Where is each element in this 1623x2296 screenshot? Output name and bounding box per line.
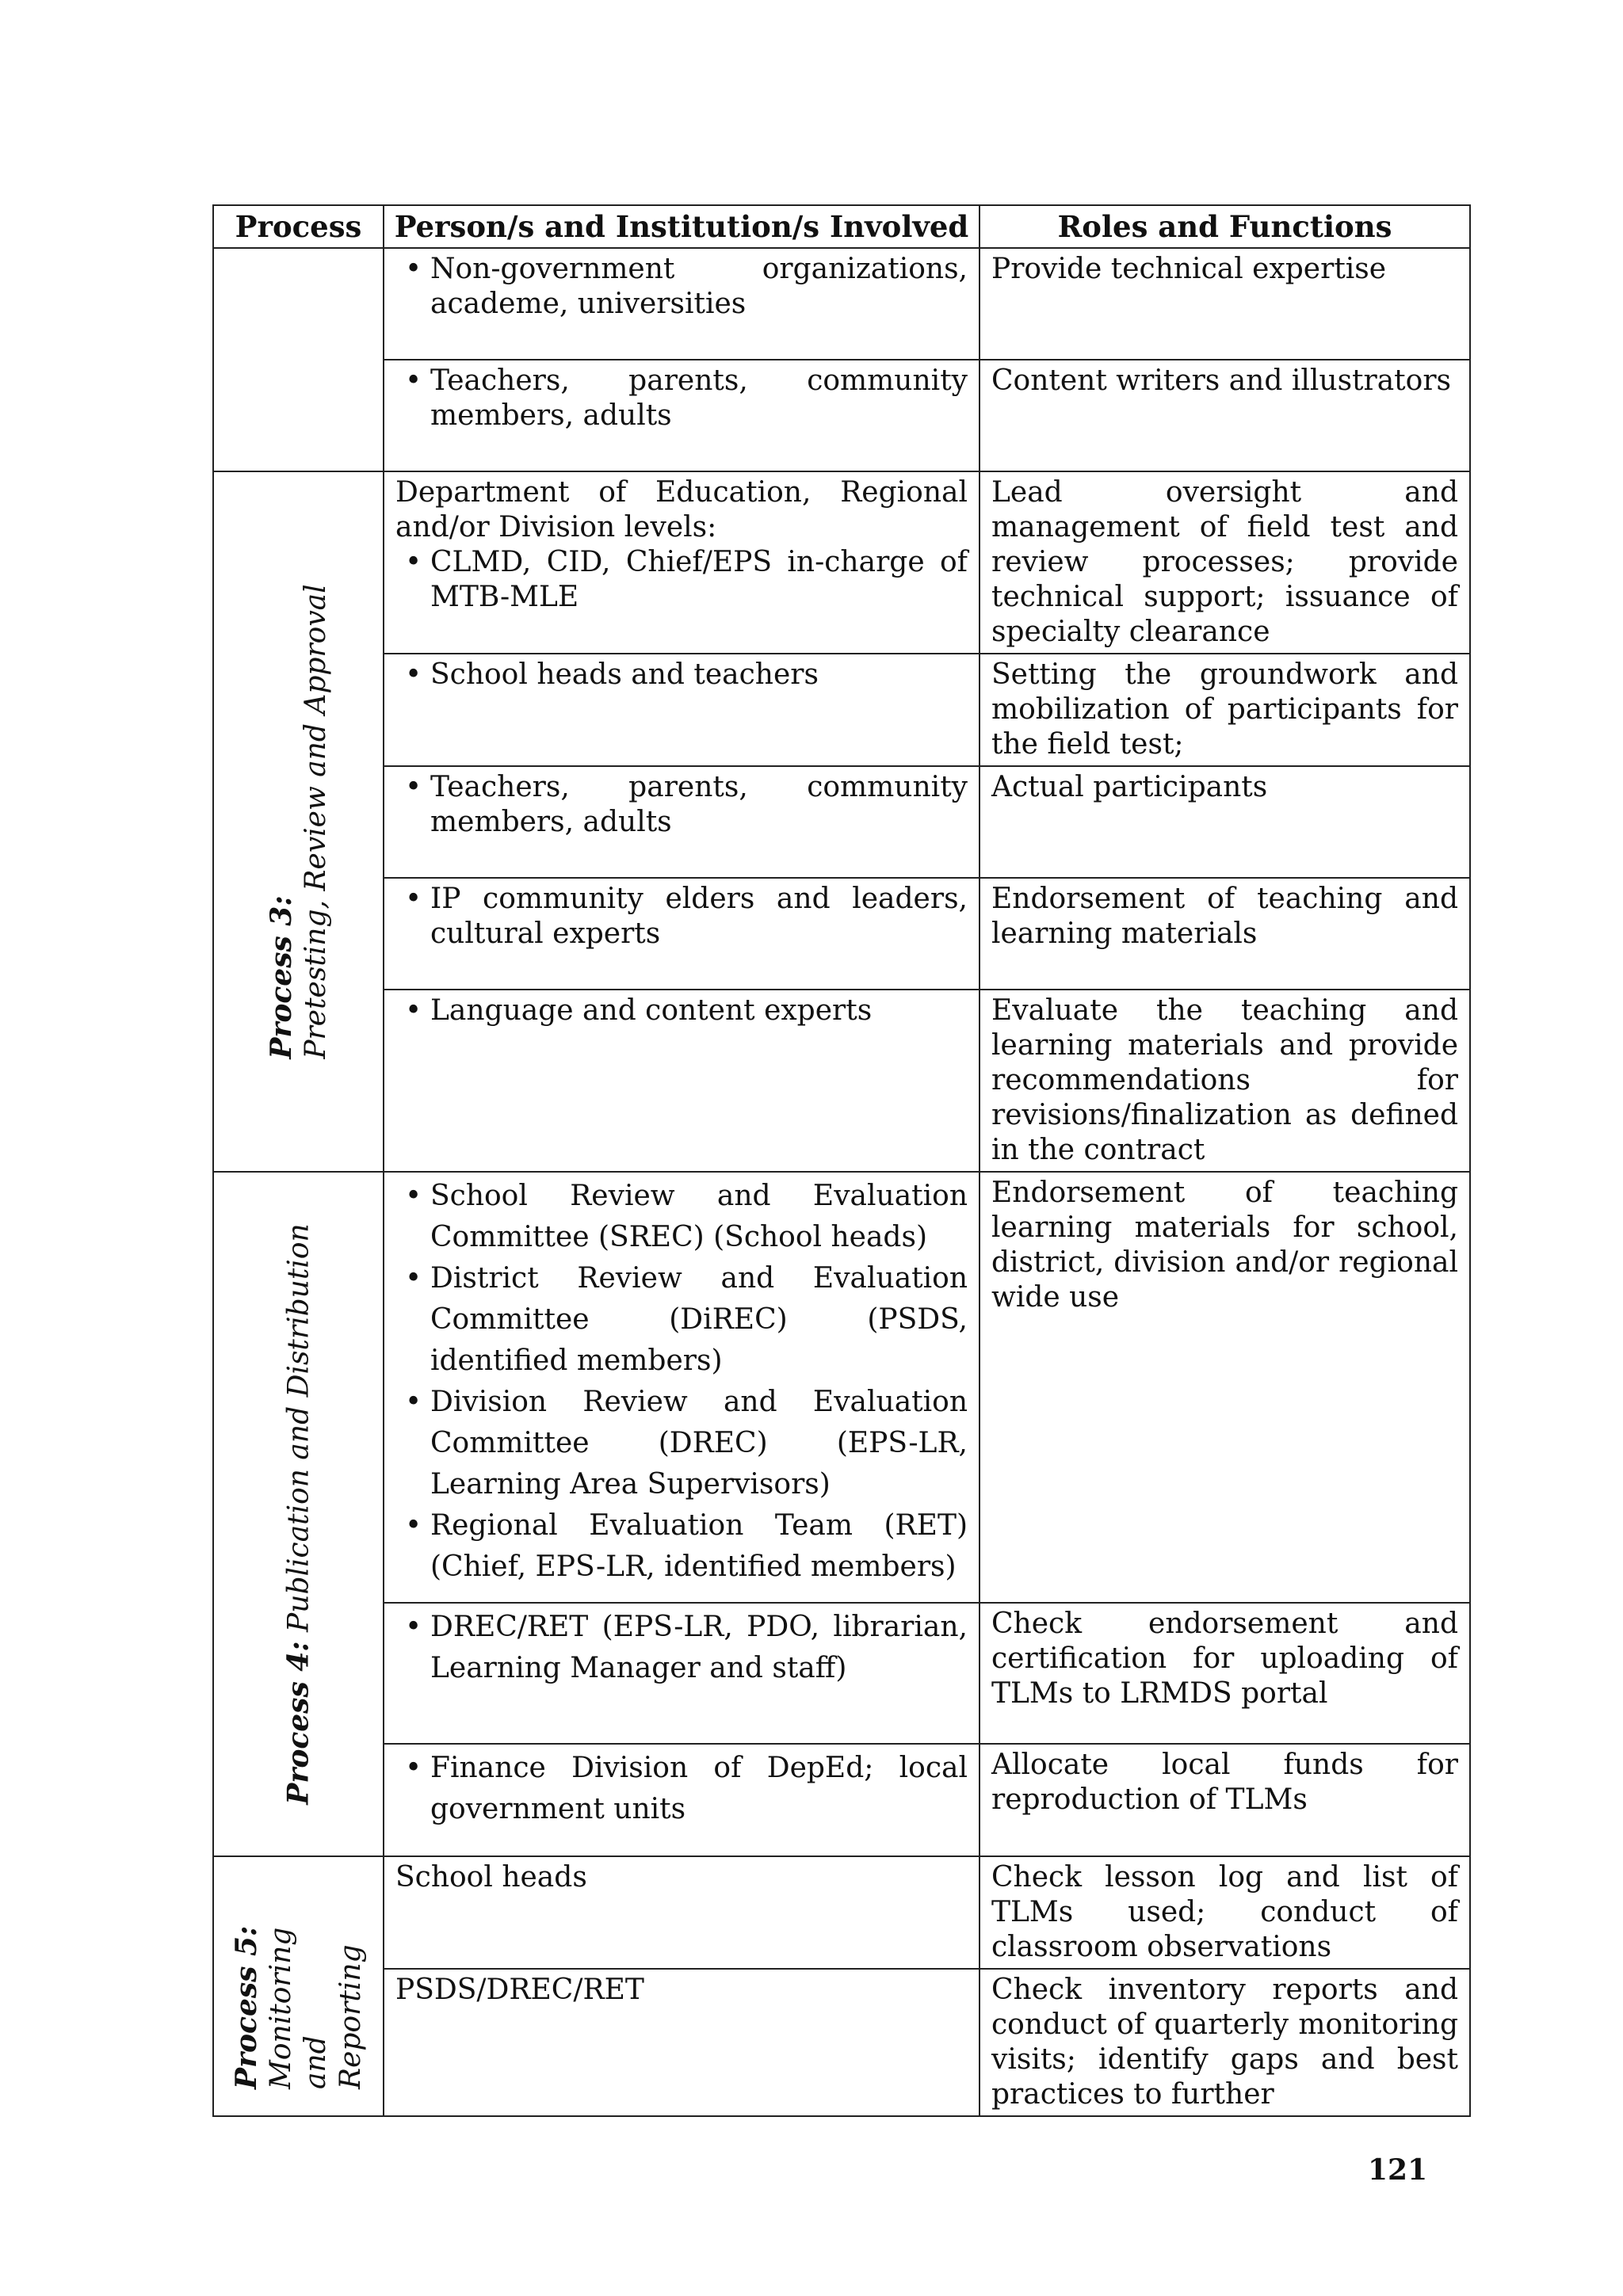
- table-row: [213, 1969, 1470, 2116]
- role-cell: Check lesson log and list of TLMs used; conduct of classroom observations: [980, 1856, 1470, 1969]
- list-item: • Teachers, parents, community members, adults: [430, 364, 968, 433]
- list-item: • CLMD, CID, Chief/EPS in-charge of MTB-MLE: [430, 545, 968, 615]
- table-row: [213, 878, 1470, 990]
- list-item: • Division Review and Evaluation Committee (DREC) (EPS-LR, Learning Area Supervisors): [430, 1382, 968, 1505]
- role-cell: Check inventory reports and conduct of quarterly monitoring visits; identify gaps and best practices to further: [980, 1969, 1470, 2116]
- process-table: [212, 204, 1471, 2117]
- header-roles: Roles and Functions: [980, 205, 1470, 248]
- process-3-name: Pretesting, Review and Approval: [299, 584, 332, 1059]
- header-persons: Person/s and Institution/s Involved: [384, 205, 980, 248]
- person-cell: School heads: [384, 1856, 980, 1969]
- role-cell: Endorsement of teaching and learning materials: [980, 878, 1470, 990]
- table-row: [213, 360, 1470, 471]
- list-item: • DREC/RET (EPS-LR, PDO, librarian, Learning Manager and staff): [430, 1607, 968, 1689]
- person-cell: [384, 878, 980, 990]
- table-row: [213, 248, 1470, 360]
- person-cell: [384, 471, 980, 654]
- table-row: [213, 990, 1470, 1172]
- process-4-title: Process 4:: [281, 1641, 315, 1805]
- process-3-title: Process 3:: [264, 895, 298, 1059]
- role-cell: Actual participants: [980, 766, 1470, 878]
- role-cell: Endorsement of teaching learning materials for school, district, division and/or regional wide use: [980, 1172, 1470, 1603]
- header-process: Process: [213, 205, 384, 248]
- list-item: • District Review and Evaluation Committee (DiREC) (PSDS, identified members): [430, 1258, 968, 1382]
- list-item: • Teachers, parents, community members, adults: [430, 770, 968, 840]
- process-5-name: Monitoring and Reporting: [264, 1927, 367, 2089]
- person-cell: [384, 1603, 980, 1744]
- role-cell: Lead oversight and management of field test and review processes; provide technical support; issuance of specialty clearance: [980, 471, 1470, 654]
- process-4-label: [281, 1223, 316, 1804]
- person-cell: PSDS/DREC/RET: [384, 1969, 980, 2116]
- table-row: [213, 766, 1470, 878]
- list-item: • Non-government organizations, academe, universities: [430, 252, 968, 322]
- list-item: • School Review and Evaluation Committee (SREC) (School heads): [430, 1176, 968, 1258]
- process-4-name: Publication and Distribution: [282, 1223, 315, 1632]
- person-cell: [384, 1172, 980, 1603]
- process-5-title: Process 5:: [229, 1925, 263, 2089]
- table-row: [213, 1172, 1470, 1603]
- table-row: [213, 654, 1470, 766]
- process-cell-continued: [213, 248, 384, 471]
- process-3-cell: [213, 471, 384, 1172]
- list-item: • Language and content experts: [430, 994, 968, 1028]
- table-header-row: [213, 205, 1470, 248]
- person-intro: Department of Education, Regional and/or Division levels:: [395, 476, 968, 543]
- table-row: [213, 471, 1470, 654]
- process-5-cell: [213, 1856, 384, 2116]
- page-number: 121: [1368, 2153, 1428, 2187]
- table-row: [213, 1856, 1470, 1969]
- person-cell: [384, 248, 980, 360]
- list-item: • Finance Division of DepEd; local government units: [430, 1748, 968, 1830]
- role-cell: Evaluate the teaching and learning materials and provide recommendations for revisions/finalization as defined in the contract: [980, 990, 1470, 1172]
- list-item: • School heads and teachers: [430, 658, 968, 692]
- role-cell: Allocate local funds for reproduction of TLMs: [980, 1744, 1470, 1856]
- person-cell: [384, 766, 980, 878]
- table-row: [213, 1603, 1470, 1744]
- list-item: • Regional Evaluation Team (RET) (Chief, EPS-LR, identified members): [430, 1505, 968, 1588]
- table-row: [213, 1744, 1470, 1856]
- role-cell: Check endorsement and certification for uploading of TLMs to LRMDS portal: [980, 1603, 1470, 1744]
- person-cell: [384, 654, 980, 766]
- list-item: • IP community elders and leaders, cultural experts: [430, 882, 968, 952]
- process-3-label: [264, 584, 334, 1058]
- person-cell: [384, 360, 980, 471]
- person-cell: [384, 1744, 980, 1856]
- person-cell: [384, 990, 980, 1172]
- process-4-cell: [213, 1172, 384, 1856]
- role-cell: Content writers and illustrators: [980, 360, 1470, 471]
- role-cell: Provide technical expertise: [980, 248, 1470, 360]
- role-cell: Setting the groundwork and mobilization of participants for the field test;: [980, 654, 1470, 766]
- process-5-label: [229, 1883, 369, 2089]
